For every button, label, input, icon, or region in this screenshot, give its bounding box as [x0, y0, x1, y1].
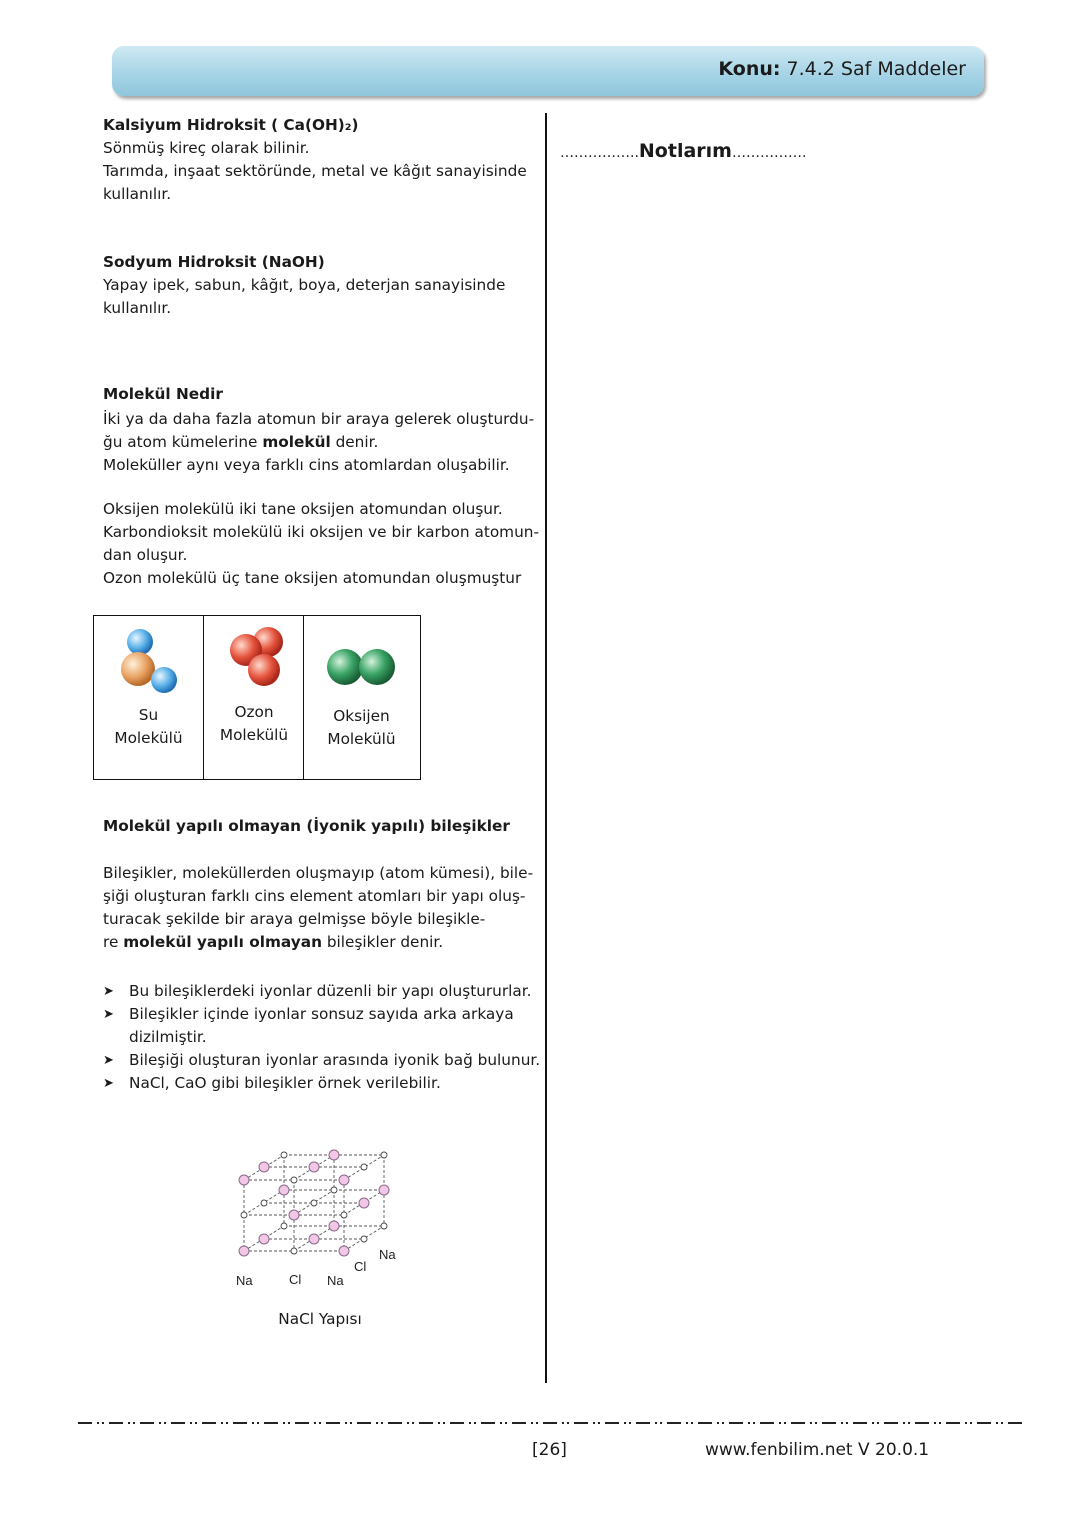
page-number: [26]: [532, 1440, 567, 1460]
oxygen-molecule-icon: [324, 644, 400, 690]
mol-label-line: Ozon: [234, 703, 274, 721]
mol-label-line: Molekülü: [327, 730, 396, 748]
notes-heading: [560, 140, 806, 162]
notes-dots: ……………..: [560, 145, 639, 161]
mol-label-line: Molekülü: [219, 726, 289, 744]
list-item: [103, 1049, 543, 1072]
molecule-title: Molekül Nedir: [103, 385, 223, 403]
molecule-line: Moleküller aynı veya farklı cins atomlardan oluşabilir.: [103, 456, 510, 474]
list-item: [103, 1003, 543, 1049]
lattice-labels: [236, 1247, 396, 1288]
molecule-term: molekül: [262, 433, 331, 451]
bullet-text: Bileşiği oluşturan iyonlar arasında iyonik bağ bulunur.: [129, 1051, 541, 1069]
notes-dots: …………….: [731, 145, 807, 161]
water-molecule-cell: [94, 616, 203, 779]
list-item: [103, 980, 543, 1003]
ionic-line: Bileşikler, moleküllerden oluşmayıp (atom kümesi), bile-: [103, 864, 534, 882]
ozone-label: [204, 701, 304, 747]
calcium-line: kullanılır.: [103, 185, 172, 203]
label-na: Na: [379, 1247, 396, 1262]
molecule-line: Karbondioksit molekülü iki oksijen ve bir karbon atomun-: [103, 523, 539, 541]
calcium-line: Tarımda, inşaat sektöründe, metal ve kâğıt sanayisinde: [103, 162, 527, 180]
molecule-line: Ozon molekülü üç tane oksijen atomundan oluşmuştur: [103, 569, 522, 587]
mol-label-line: Molekülü: [114, 729, 183, 747]
topic-label: Konu:: [718, 58, 781, 80]
notes-title: Notlarım: [638, 140, 732, 162]
ozone-molecule-cell: [203, 616, 304, 779]
site-url: www.fenbilim.net V 20.0.1: [705, 1440, 930, 1460]
bullet-text: NaCl, CaO gibi bileşikler örnek verilebilir.: [129, 1074, 441, 1092]
mol-label-line: Su: [138, 706, 159, 724]
calcium-line: Sönmüş kireç olarak bilinir.: [103, 139, 310, 157]
list-item: [103, 1072, 543, 1095]
ionic-text: bileşikler denir.: [321, 933, 444, 951]
column-divider: [545, 113, 547, 1383]
oxygen-label: [304, 705, 419, 751]
label-cl: Cl: [289, 1272, 302, 1287]
label-na: Na: [236, 1273, 253, 1288]
molecule-line: dan oluşur.: [103, 546, 188, 564]
nacl-caption: NaCl Yapısı: [278, 1310, 362, 1328]
ionic-line: turacak şekilde bir araya gelmişse böyle bileşikle-: [103, 910, 486, 928]
molecule-text: ğu atom kümelerine: [103, 433, 263, 451]
topic-title: [718, 58, 966, 80]
sodium-line: Yapay ipek, sabun, kâğıt, boya, deterjan sanayisinde: [103, 276, 506, 294]
bullet-text: Bileşikler içinde iyonlar sonsuz sayıda arka arkaya dizilmiştir.: [129, 1005, 514, 1046]
molecule-line: İki ya da daha fazla atomun bir araya gelerek oluşturdu-: [103, 410, 535, 428]
molecule-section: [103, 383, 543, 590]
arrow-bullet-icon: ➤: [103, 1007, 114, 1022]
footer-dash-line: [78, 1421, 1026, 1425]
sodium-section: [103, 251, 543, 320]
calcium-section: [103, 114, 543, 206]
oxygen-molecule-cell: [303, 616, 419, 779]
ionic-line: şiği oluşturan farklı cins element atomları bir yapı oluş-: [103, 887, 526, 905]
sodium-title: Sodyum Hidroksit (NaOH): [103, 253, 325, 271]
arrow-bullet-icon: ➤: [103, 1053, 114, 1068]
ionic-bullet-list: [103, 980, 543, 1095]
water-label: [94, 704, 203, 750]
arrow-bullet-icon: ➤: [103, 1076, 114, 1091]
label-cl: Cl: [354, 1259, 367, 1274]
molecule-line: [103, 431, 543, 454]
ionic-line: [103, 931, 543, 954]
label-na: Na: [327, 1273, 344, 1288]
ionic-title: Molekül yapılı olmayan (İyonik yapılı) bileşikler: [103, 817, 510, 835]
arrow-bullet-icon: ➤: [103, 984, 114, 999]
calcium-title: Kalsiyum Hidroksit ( Ca(OH)₂): [103, 116, 359, 134]
topic-value: 7.4.2 Saf Maddeler: [786, 58, 966, 80]
water-molecule-icon: [112, 622, 182, 702]
sodium-line: kullanılır.: [103, 299, 172, 317]
ionic-term: molekül yapılı olmayan: [123, 933, 322, 951]
nacl-lattice-diagram: [232, 1145, 422, 1305]
ionic-section: [103, 815, 543, 1095]
molecule-table: [93, 615, 421, 780]
header-bar: [112, 46, 984, 96]
ionic-text: re: [103, 933, 124, 951]
molecule-text: denir.: [330, 433, 379, 451]
ozone-molecule-icon: [218, 620, 288, 700]
bullet-text: Bu bileşiklerdeki iyonlar düzenli bir yapı oluştururlar.: [129, 982, 532, 1000]
mol-label-line: Oksijen: [333, 707, 390, 725]
molecule-line: Oksijen molekülü iki tane oksijen atomundan oluşur.: [103, 500, 503, 518]
